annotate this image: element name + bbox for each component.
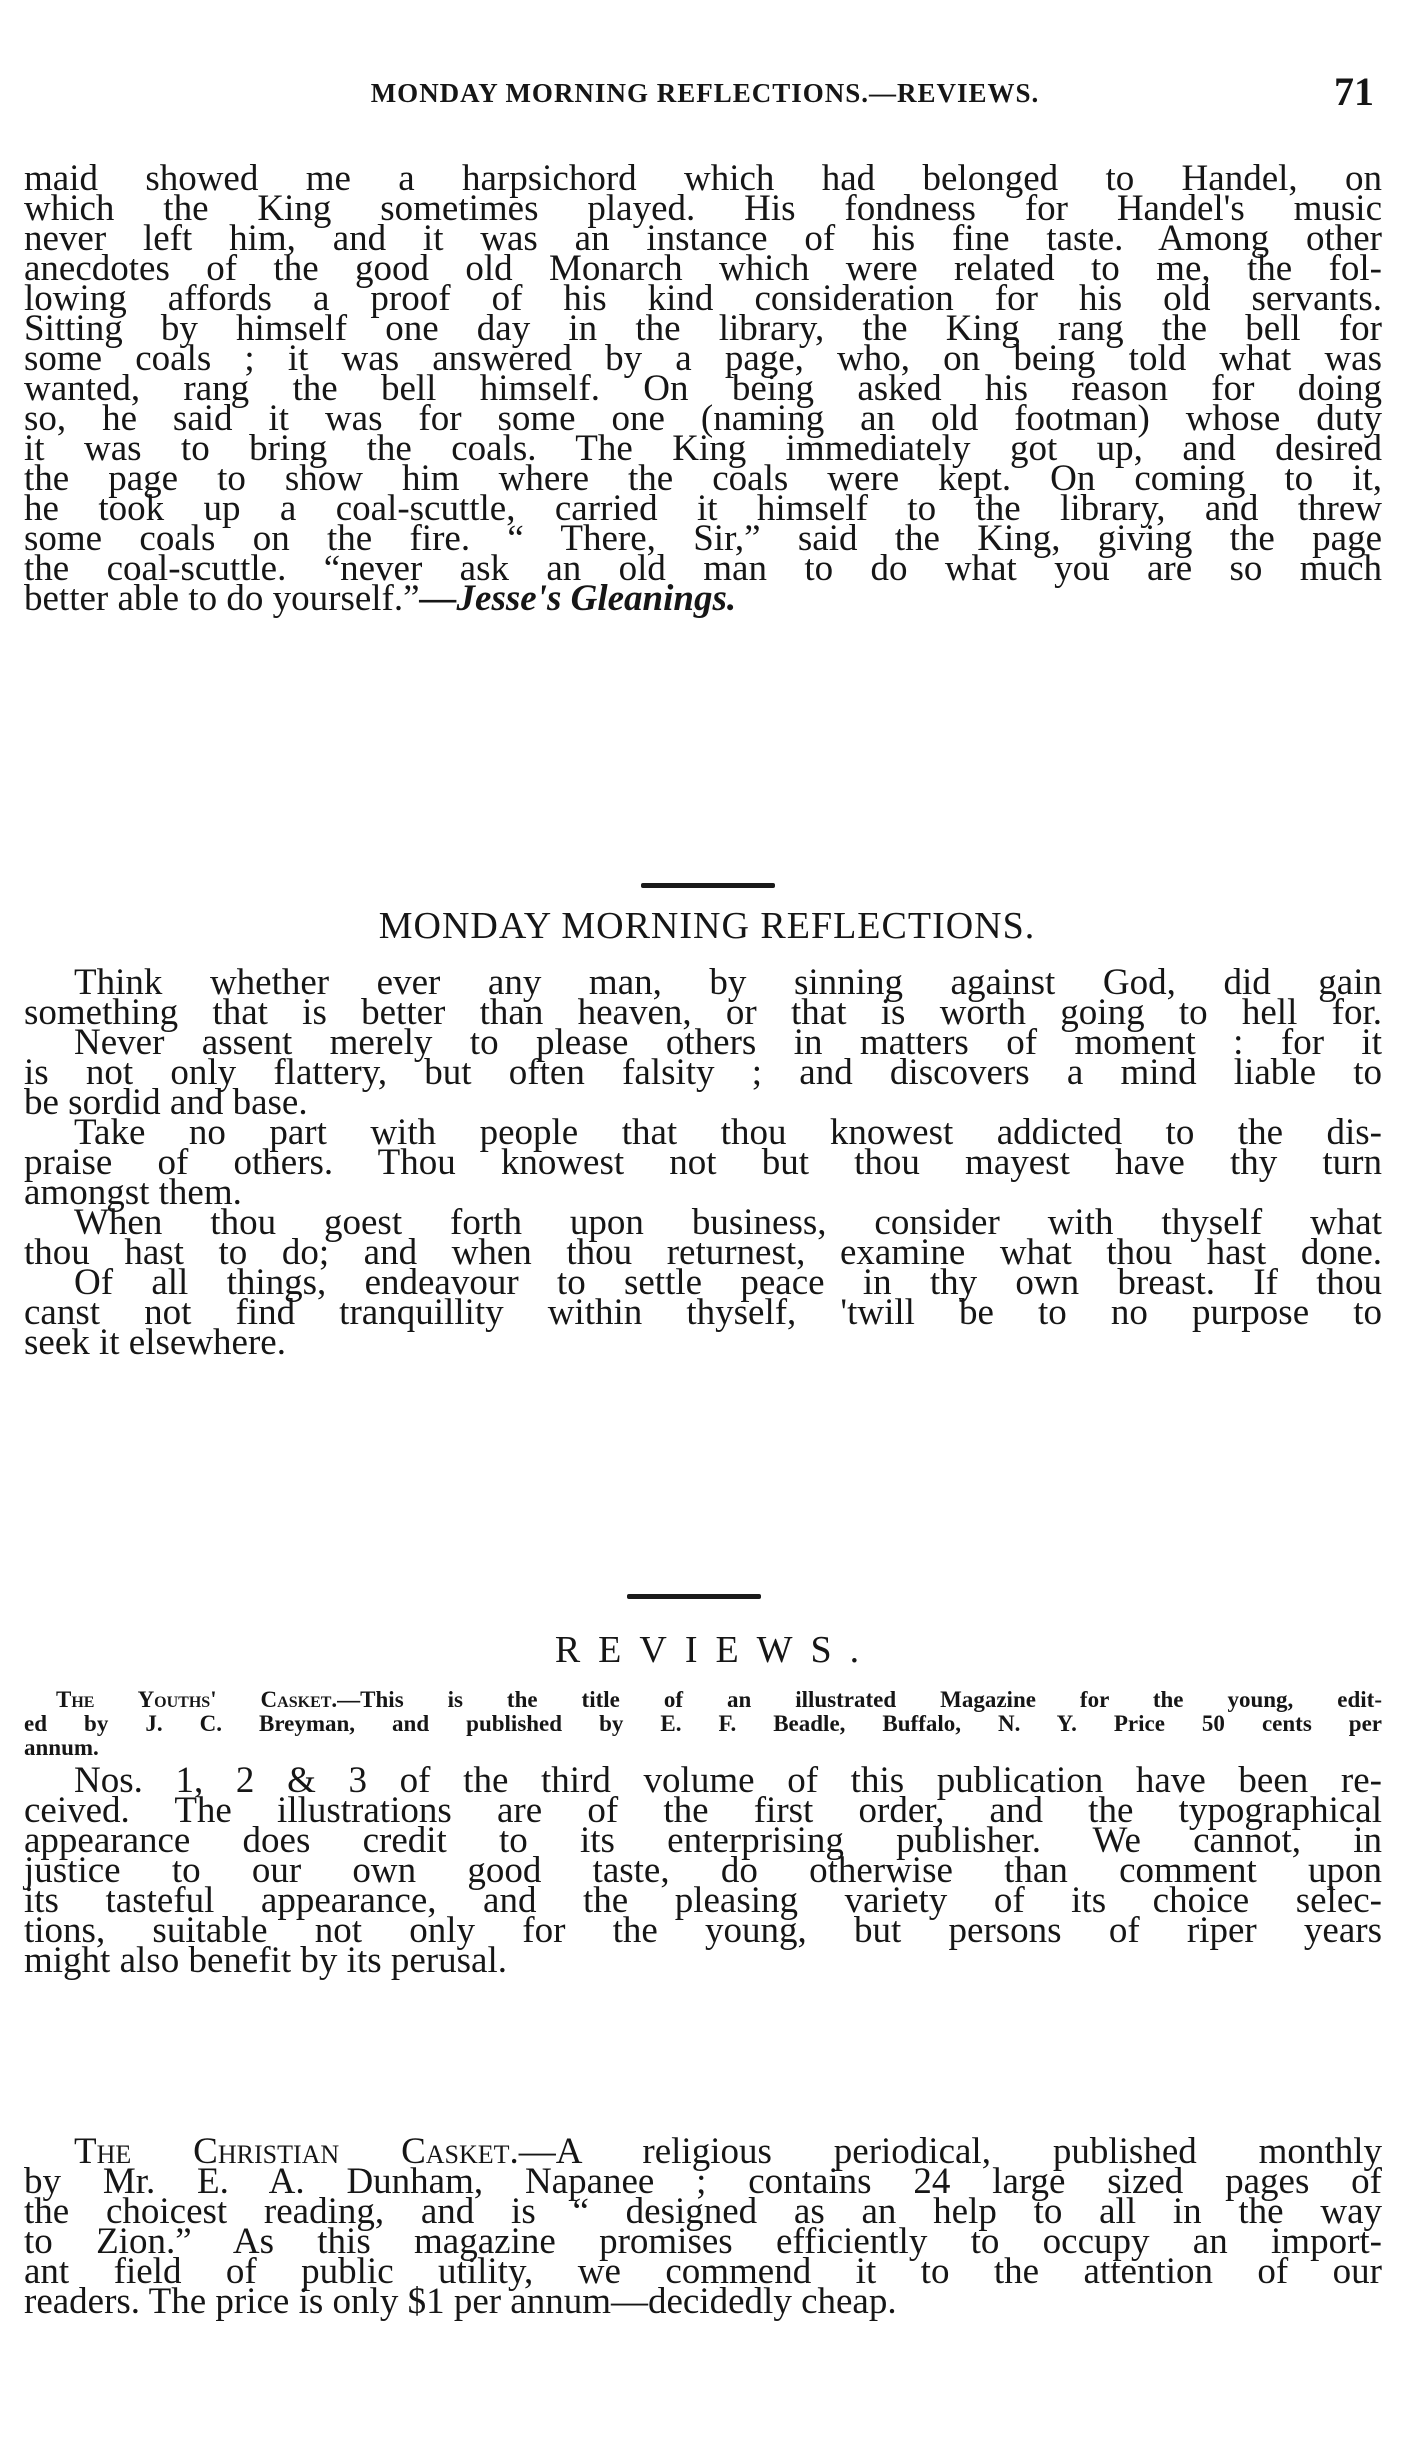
text-line: never left him, and it was an instance of his fine taste. Among other (24, 218, 1382, 259)
text-line: thou hast to do; and when thou returnest, examine what thou hast done. (24, 1232, 1382, 1273)
text-line: so, he said it was for some one (naming an old footman) whose duty (24, 398, 1382, 439)
text-line: Of all things, endeavour to settle peace in thy own breast. If thou (74, 1262, 1382, 1303)
closing-quote-text: better able to do yourself.” (24, 578, 420, 619)
text-line: praise of others. Thou knowest not but thou mayest have thy turn (24, 1142, 1382, 1183)
reflections-section (24, 962, 1382, 1363)
text-line: which the King sometimes played. His fondness for Handel's music (24, 188, 1382, 229)
text-line: When thou goest forth upon business, consider with thyself what (74, 1202, 1382, 1243)
text-line: the coal-scuttle. “never ask an old man to do what you are so much (24, 548, 1382, 589)
text-line: readers. The price is only $1 per annum—decidedly cheap. (24, 2281, 897, 2322)
text-line: Nos. 1, 2 & 3 of the third volume of this publication have been re- (74, 1760, 1382, 1801)
running-head (0, 62, 1414, 112)
text-line: some coals ; it was answered by a page, who, on being told what was (24, 338, 1382, 379)
christian-casket-review (24, 2131, 1382, 2322)
intro-line: ed by J. C. Breyman, and published by E. F. Beadle, Buffalo, N. Y. Price 50 cents per (24, 1711, 1382, 1736)
text-line: ant field of public utility, we commend it to the attention of our (24, 2251, 1382, 2292)
text-line: Think whether ever any man, by sinning against God, did gain (74, 962, 1382, 1003)
running-title: MONDAY MORNING REFLECTIONS.—REVIEWS. (370, 78, 1040, 108)
intro-line: annum. (24, 1735, 99, 1760)
text-line: something that is better than heaven, or that is worth going to hell for. (24, 992, 1382, 1033)
section-divider (627, 1594, 761, 1599)
review-text: —A religious periodical, published monthly (518, 2131, 1382, 2172)
text-line: Take no part with people that thou knowest addicted to the dis- (74, 1112, 1382, 1153)
text-line: lowing affords a proof of his kind consideration for his old servants. (24, 278, 1382, 319)
intro-text: —This is the title of an illustrated Magazine for the young, edit- (337, 1687, 1382, 1712)
text-line: ceived. The illustrations are of the first order, and the typographical (24, 1790, 1382, 1831)
section-divider (641, 883, 775, 888)
text-line: canst not find tranquillity within thyself, 'twill be to no purpose to (24, 1292, 1382, 1333)
text-line: is not only flattery, but often falsity ; and discovers a mind liable to (24, 1052, 1382, 1093)
text-line: Never assent merely to please others in matters of moment : for it (74, 1022, 1382, 1063)
page-number: 71 (1334, 69, 1374, 114)
reflections-heading: MONDAY MORNING REFLECTIONS. (378, 905, 1036, 947)
text-line: its tasteful appearance, and the pleasing variety of its choice selec- (24, 1880, 1382, 1921)
reviews-heading: REVIEWS. (554, 1629, 878, 1671)
text-line: Sitting by himself one day in the library, the King rang the bell for (24, 308, 1382, 349)
youths-casket-review (24, 1760, 1382, 1981)
intro-line (24, 1688, 1382, 1712)
text-line: the choicest reading, and is “ designed as an help to all in the way (24, 2191, 1382, 2232)
youths-casket-title: The Youths' Casket. (56, 1687, 338, 1712)
youths-casket-intro (24, 1688, 1382, 1760)
text-line: tions, suitable not only for the young, but persons of riper years (24, 1910, 1382, 1951)
text-line: might also benefit by its perusal. (24, 1940, 507, 1981)
text-line: be sordid and base. (24, 1082, 308, 1123)
text-line: some coals on the fire. “ There, Sir,” said the King, giving the page (24, 518, 1382, 559)
attribution: —Jesse's Gleanings. (419, 578, 737, 619)
text-line: by Mr. E. A. Dunham, Napanee ; contains 24 large sized pages of (24, 2161, 1382, 2202)
text-line: anecdotes of the good old Monarch which were related to me, the fol- (24, 248, 1382, 289)
text-line: it was to bring the coals. The King immediately got up, and desired (24, 428, 1382, 469)
text-line: appearance does credit to its enterprising publisher. We cannot, in (24, 1820, 1382, 1861)
text-line: seek it elsewhere. (24, 1322, 286, 1363)
text-line: the page to show him where the coals were kept. On coming to it, (24, 458, 1382, 499)
text-line: amongst them. (24, 1172, 242, 1213)
text-line: wanted, rang the bell himself. On being asked his reason for doing (24, 368, 1382, 409)
text-line: justice to our own good taste, do otherwise than comment upon (24, 1850, 1382, 1891)
text-line: maid showed me a harpsichord which had belonged to Handel, on (24, 158, 1382, 199)
text-line: to Zion.” As this magazine promises efficiently to occupy an import- (24, 2221, 1382, 2262)
anecdote-paragraph (24, 158, 1382, 619)
christian-casket-title: The Christian Casket. (74, 2131, 519, 2172)
text-line: he took up a coal-scuttle, carried it himself to the library, and threw (24, 488, 1382, 529)
